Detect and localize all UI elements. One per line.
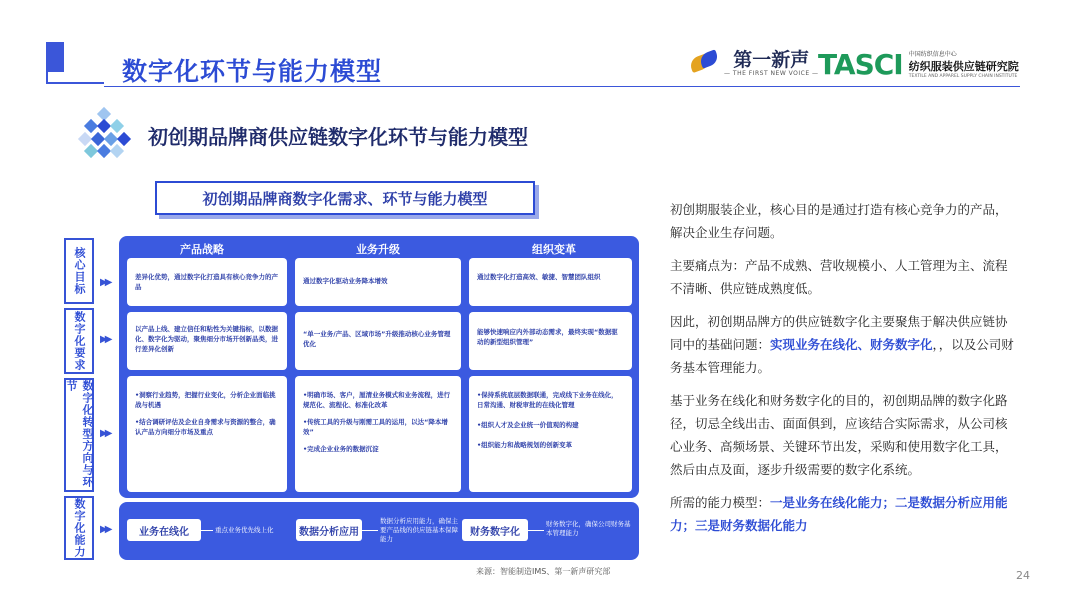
connector-line — [528, 530, 544, 531]
capability-business-online: 业务在线化 — [127, 519, 201, 541]
analysis-paragraph: 因此，初创期品牌方的供应链数字化主要聚焦于解决供应链协同中的基础问题：实现业务在线化、财务数字化，，以及公司财务基本管理能力。 — [670, 314, 1014, 375]
first-new-voice-logo — [690, 46, 819, 80]
dir-org-item: •组织人才及企业统一价值观的构建 — [477, 421, 579, 429]
dir-org-item: •保持系统底层数据联通，完成线下业务在线化，日常沟通、财税审批的在线化管理 — [477, 391, 618, 409]
dir-business-item: •传统工具的升级与刚需工具的运用，以达“降本增效” — [303, 418, 448, 436]
analysis-paragraph: 基于业务在线化和财务数字化的目的，初创期品牌的数字化路径，切忌全线出击、面面俱到，应该结合实际需求，从公司核心业务、高频场景、关键环节出发，采购和使用数字化工具，然后由点及面，逐步升级需要的数字化系统。 — [670, 393, 1008, 477]
diamond-cluster-icon — [78, 107, 130, 159]
logo1-tagline: — THE FIRST NEW VOICE — — [724, 69, 819, 77]
arrow-icon: ▶▶ — [100, 277, 110, 288]
cell-req-org: 能够快速响应内外部动态需求，最终实现“数据驱动的新型组织管理” — [469, 312, 632, 370]
dir-product-item: •结合调研评估及企业自身需求与资源的整合，确认产品方向细分市场及重点 — [135, 418, 276, 436]
capability-data-analysis: 数据分析应用 — [296, 519, 362, 541]
row-label-directions: 数字化转型方向与环节 — [64, 378, 94, 492]
header-divider — [104, 86, 1020, 87]
connector-line — [201, 530, 213, 531]
arrow-icon: ▶▶ — [100, 334, 110, 345]
col-head-business-upgrade: 业务升级 — [356, 243, 400, 256]
diagram-title: 初创期品牌商数字化需求、环节与能力模型 — [155, 181, 535, 215]
col-head-org-change: 组织变革 — [532, 243, 576, 256]
capability-data-analysis-desc: 数据分析应用能力，确保主要产品线的供应链基本保障能力 — [380, 517, 458, 543]
arrow-icon: ▶▶ — [100, 428, 110, 439]
highlight-text: 一是业务在线化能力；二是数据分析应用能力；三是财务数据化能力 — [670, 495, 1008, 533]
page-title: 数字化环节与能力模型 — [122, 57, 383, 86]
tasci-logo — [818, 47, 1019, 81]
cell-core-goal-business: 通过数字化驱动业务降本增效 — [295, 258, 461, 306]
tasci-org-name: 中国纺织信息中心 — [908, 51, 957, 58]
capability-finance-digital-desc: 财务数字化，确保公司财务基本管理能力 — [546, 520, 631, 537]
source-note: 来源：智能制造IMS、第一新声研究部 — [476, 567, 611, 576]
cell-core-goal-product: 差异化优势，通过数字化打造具有核心竞争力的产品 — [127, 258, 287, 306]
dir-org-item: •组织能力和战略规划的创新变革 — [477, 441, 573, 449]
logo1-name: 第一新声 — [733, 48, 810, 71]
header-corner-block — [46, 42, 64, 72]
analysis-paragraph: 初创期服装企业，核心目的是通过打造有核心竞争力的产品，解决企业生存问题。 — [670, 202, 1008, 240]
col-head-product-strategy: 产品战略 — [180, 243, 224, 256]
first-new-voice-logo-icon — [690, 48, 720, 78]
cell-dir-business — [295, 376, 461, 492]
cell-dir-product — [127, 376, 287, 492]
dir-product-item: •洞察行业趋势，把握行业变化，分析企业面临挑战与机遇 — [135, 391, 276, 409]
section-subtitle: 初创期品牌商供应链数字化环节与能力模型 — [148, 125, 528, 149]
analysis-paragraph: 主要痛点为：产品不成熟、营收规模小、人工管理为主、流程不清晰、供应链成熟度低。 — [670, 258, 1008, 296]
cell-req-product: 以产品上线、建立信任和粘性为关键指标，以数据化、数字化为驱动，聚焦细分市场开创新品类，进行差异化创新 — [127, 312, 287, 370]
cell-req-business: “单一业务/产品、区域市场”升级推动核心业务管理优化 — [295, 312, 461, 370]
row-label-requirements: 数字化要求 — [64, 308, 94, 374]
row-label-core-goal: 核心目标 — [64, 238, 94, 304]
capability-finance-digital: 财务数字化 — [462, 519, 528, 541]
arrow-icon: ▶▶ — [100, 524, 110, 535]
page-number: 24 — [1016, 569, 1030, 582]
row-label-capabilities: 数字化能力 — [64, 496, 94, 560]
highlight-text: 实现业务在线化、财务数字化 — [770, 337, 933, 352]
tasci-logo-mark: TASCI — [818, 47, 903, 81]
analysis-paragraph: 所需的能力模型：一是业务在线化能力；二是数据分析应用能力；三是财务数据化能力 — [670, 495, 1008, 533]
connector-line — [362, 530, 378, 531]
analysis-text — [670, 198, 1016, 547]
capability-business-online-desc: 重点业务优先线上化 — [215, 526, 274, 534]
dir-business-item: •完成企业业务的数据沉淀 — [303, 445, 379, 453]
tasci-institute-name: 纺织服装供应链研究院 — [908, 60, 1019, 73]
tasci-institute-english: TEXTILE AND APPAREL SUPPLY CHAIN INSTITUTE — [908, 74, 1018, 79]
dir-business-item: •明确市场、客户，厘清业务模式和业务流程，进行规范化、流程化、标准化改革 — [303, 391, 451, 409]
cell-dir-org — [469, 376, 632, 492]
cell-core-goal-org: 通过数字化打造高效、敏捷、智慧团队组织 — [469, 258, 632, 306]
